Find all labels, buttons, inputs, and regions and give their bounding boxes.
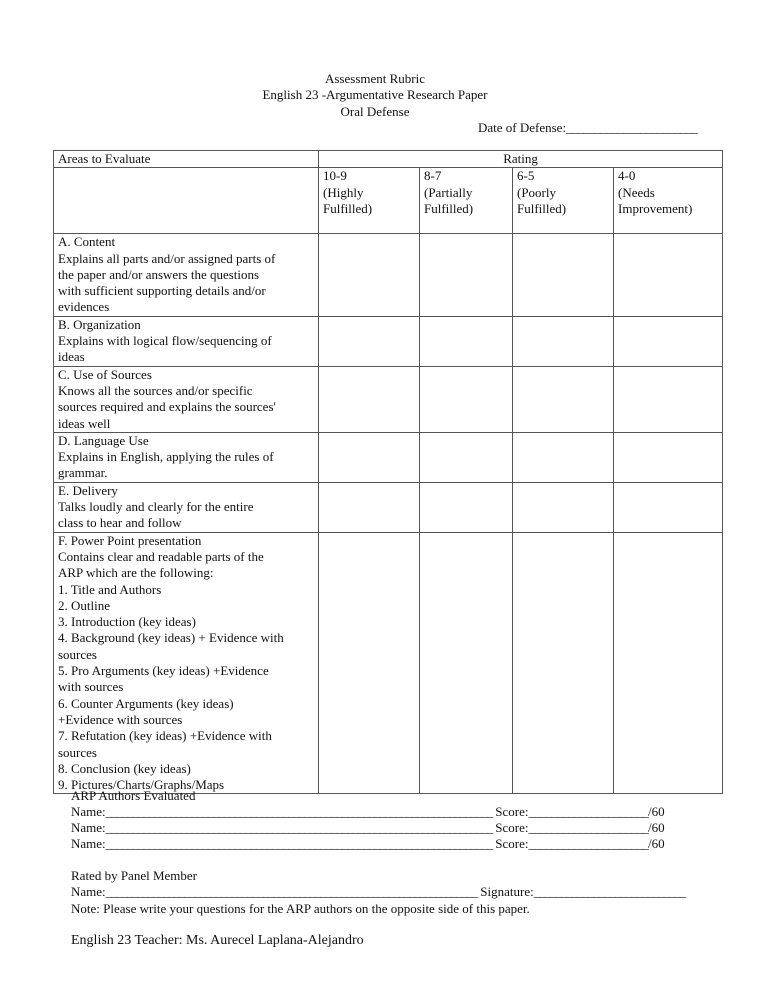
rating-cell[interactable] xyxy=(614,482,723,532)
author-score-label: Score: xyxy=(495,804,529,819)
author-name-label: Name: xyxy=(71,820,106,835)
rating-cell[interactable] xyxy=(513,366,614,432)
author-line-2 xyxy=(71,820,665,836)
teacher-line: English 23 Teacher: Ms. Aurecel Laplana-Alejandro xyxy=(71,933,364,948)
authors-heading: ARP Authors Evaluated xyxy=(71,788,196,803)
panel-line xyxy=(71,884,685,900)
rating-cell[interactable] xyxy=(614,432,723,482)
author-score-suffix: /60 xyxy=(648,820,665,835)
scale-needs-improvement: 4-0 (Needs Improvement) xyxy=(614,168,723,234)
criterion-content: A. Content Explains all parts and/or assigned parts of the paper and/or answers the questions with sufficient supporting details and/or evidences xyxy=(54,234,319,316)
doc-event: Oral Defense xyxy=(340,104,410,119)
author-name-field[interactable]: ________________________________________________________________________ xyxy=(105,820,493,835)
doc-subtitle: English 23 -Argumentative Research Paper xyxy=(262,87,488,102)
criterion-use-of-sources: C. Use of Sources Knows all the sources and/or specific sources required and explains the sources' ideas well xyxy=(54,366,319,432)
rating-cell[interactable] xyxy=(319,366,420,432)
col-areas-header: Areas to Evaluate xyxy=(54,151,319,168)
author-name-label: Name: xyxy=(71,804,106,819)
date-of-defense xyxy=(478,120,697,136)
rating-cell[interactable] xyxy=(614,366,723,432)
author-score-field[interactable]: _____________________ xyxy=(528,836,649,851)
rating-cell[interactable] xyxy=(513,316,614,366)
rating-cell[interactable] xyxy=(513,532,614,794)
criterion-organization: B. Organization Explains with logical flow/sequencing of ideas xyxy=(54,316,319,366)
panel-signature-field[interactable]: ____________________________ xyxy=(533,884,686,899)
scale-blank-cell xyxy=(54,168,319,234)
author-score-field[interactable]: _____________________ xyxy=(528,804,649,819)
rating-cell[interactable] xyxy=(420,432,513,482)
rating-cell[interactable] xyxy=(319,316,420,366)
rating-cell[interactable] xyxy=(420,234,513,316)
rating-cell[interactable] xyxy=(420,532,513,794)
author-line-1 xyxy=(71,804,665,820)
scale-poorly-fulfilled: 6-5 (Poorly Fulfilled) xyxy=(513,168,614,234)
panel-heading: Rated by Panel Member xyxy=(71,868,197,883)
rating-cell[interactable] xyxy=(420,316,513,366)
date-label: Date of Defense: xyxy=(478,120,567,135)
scale-highly-fulfilled: 10-9 (Highly Fulfilled) xyxy=(319,168,420,234)
criterion-delivery: E. Delivery Talks loudly and clearly for the entire class to hear and follow xyxy=(54,482,319,532)
rating-cell[interactable] xyxy=(513,432,614,482)
author-score-suffix: /60 xyxy=(648,836,665,851)
col-rating-header: Rating xyxy=(319,151,723,168)
rating-cell[interactable] xyxy=(614,532,723,794)
criterion-language-use: D. Language Use Explains in English, applying the rules of grammar. xyxy=(54,432,319,482)
panel-name-label: Name: xyxy=(71,884,106,899)
rating-cell[interactable] xyxy=(513,234,614,316)
rubric-table xyxy=(53,150,723,794)
rating-cell[interactable] xyxy=(319,234,420,316)
rating-cell[interactable] xyxy=(614,316,723,366)
rating-cell[interactable] xyxy=(513,482,614,532)
author-score-label: Score: xyxy=(495,820,529,835)
rating-cell[interactable] xyxy=(420,482,513,532)
date-blank: _______________________ xyxy=(566,120,698,135)
panel-name-field[interactable]: _______________________________________________________________________ xyxy=(105,884,478,899)
author-score-field[interactable]: _____________________ xyxy=(528,820,649,835)
rating-cell[interactable] xyxy=(319,432,420,482)
rating-cell[interactable] xyxy=(319,482,420,532)
doc-title: Assessment Rubric xyxy=(324,71,426,86)
author-score-suffix: /60 xyxy=(648,804,665,819)
criterion-power-point: F. Power Point presentation Contains clear and readable parts of the ARP which are the following: 1. Title and Authors 2. Outline 3. Introduction (key ideas) 4. Background (key ideas) + Evidence with sources 5. Pro Arguments (key ideas) +Evidence with sources 6. Counter Arguments (key ideas) +Evidence with sources 7. Refutation (key ideas) +Evidence with sources 8. Conclusion (key ideas) 9. Pictures/Charts/Graphs/Maps xyxy=(54,532,319,794)
author-name-field[interactable]: ________________________________________________________________________ xyxy=(105,836,493,851)
panel-signature-label: Signature: xyxy=(480,884,534,899)
author-name-field[interactable]: ________________________________________________________________________ xyxy=(105,804,493,819)
author-name-label: Name: xyxy=(71,836,106,851)
rating-cell[interactable] xyxy=(614,234,723,316)
rating-cell[interactable] xyxy=(319,532,420,794)
author-score-label: Score: xyxy=(495,836,529,851)
author-line-3 xyxy=(71,836,665,852)
note-text: Note: Please write your questions for the ARP authors on the opposite side of this paper. xyxy=(71,901,530,916)
rating-cell[interactable] xyxy=(420,366,513,432)
scale-partially-fulfilled: 8-7 (Partially Fulfilled) xyxy=(420,168,513,234)
